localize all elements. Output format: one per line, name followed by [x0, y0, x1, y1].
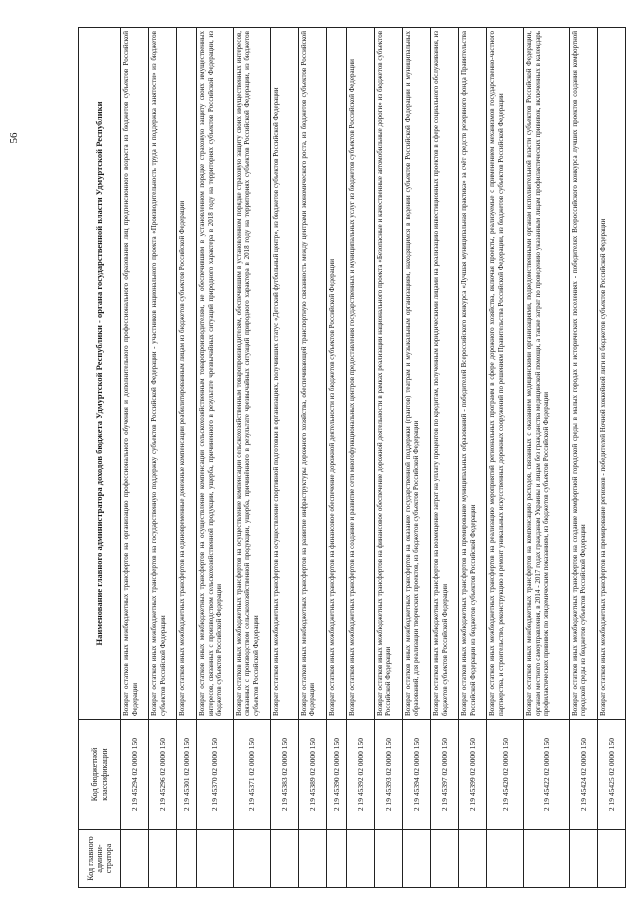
table-row [270, 28, 298, 888]
income-name-cell: Возврат остатков иных межбюджетных трансфертов на организацию профессионального обучения и дополнительного профессионального образования лиц предпенсионного возраста из бюджетов субъектов Российской Федерации [121, 28, 149, 720]
admin-code-cell [374, 830, 402, 888]
admin-code-cell [298, 830, 326, 888]
budget-code-cell: 2 19 45296 02 0000 150 [149, 720, 177, 830]
budget-code-cell: 2 19 45397 02 0000 150 [431, 720, 459, 830]
admin-code-cell [597, 830, 625, 888]
budget-code-cell: 2 19 45425 02 0000 150 [597, 720, 625, 830]
admin-code-cell [431, 830, 459, 888]
table-row [298, 28, 326, 888]
table-header-row [79, 28, 121, 888]
admin-code-cell [569, 830, 597, 888]
table-row [597, 28, 625, 888]
budget-code-cell: 2 19 45420 02 0000 150 [487, 720, 524, 830]
admin-code-cell [177, 830, 197, 888]
budget-code-cell: 2 19 45389 02 0000 150 [298, 720, 326, 830]
budget-code-cell: 2 19 45301 02 0000 150 [177, 720, 197, 830]
admin-code-cell [149, 830, 177, 888]
admin-code-cell [346, 830, 374, 888]
admin-code-cell [326, 830, 346, 888]
table-row [524, 28, 569, 888]
budget-code-cell: 2 19 45392 02 0000 150 [346, 720, 374, 830]
budget-code-cell: 2 19 45399 02 0000 150 [459, 720, 487, 830]
page-number-strip [8, 0, 28, 458]
income-name-cell: Возврат остатков иных межбюджетных трансфертов на осуществление спортивной подготовки в организациях, получивших статус «Детский футбольный центр», из бюджетов субъектов Российской Федерации [270, 28, 298, 720]
income-name-cell: Возврат остатков иных межбюджетных трансфертов на финансовое обеспечение дорожной деятельности из бюджетов субъектов Российской Федерации [326, 28, 346, 720]
income-name-cell: Возврат остатков иных межбюджетных трансфертов на развитие инфраструктуры дорожного хозяйства, обеспечивающей транспортную связанность между центрами экономического роста, из бюджетов субъектов Российской Федерации [298, 28, 326, 720]
admin-code-cell [121, 830, 149, 888]
page-number: 56 [8, 132, 20, 144]
budget-code-cell: 2 19 45424 02 0000 150 [569, 720, 597, 830]
table-row [569, 28, 597, 888]
budget-code-cell: 2 19 45371 02 0000 150 [233, 720, 270, 830]
income-name-cell: Возврат остатков иных межбюджетных трансфертов на возмещение затрат на уплату процентов по кредитам, полученным юридическими лицами на реализацию инвестиционных проектов в сфере социального обслуживания, из бюджетов субъектов Российской Федерации [431, 28, 459, 720]
income-name-cell: Возврат остатков иных межбюджетных трансфертов на реализацию мероприятий региональных программ в сфере дорожного хозяйства, включая проекты, реализуемые с применением механизмов государственно-частного партнерства, и строительство, реконструкцию и ремонт уникальных искусственных дорожных сооружений по решениям Правительства Российской Федерации, из бюджетов субъектов Российской Федерации [487, 28, 524, 720]
budget-code-cell: 2 19 45422 02 0000 150 [524, 720, 569, 830]
table-body [121, 28, 626, 888]
admin-code-cell [196, 830, 233, 888]
header-admin-code: Код главного админи-стратора [79, 830, 121, 888]
table-row [459, 28, 487, 888]
budget-code-cell: 2 19 45394 02 0000 150 [402, 720, 430, 830]
income-name-cell: Возврат остатков иных межбюджетных трансфертов на компенсацию расходов, связанных с оказанием медицинскими организациями, подведомственными органам исполнительной власти субъектов Российской Федерации, органам местного самоуправления, в 2014 - 2017 годах гражданам Украины и лицам без гражданства медицинской помощи, а также затрат по проведению указанным лицам профилактических прививок, включенных в календарь профилактических прививок по эпидемическим показаниям, из бюджетов субъектов Российской Федерации [524, 28, 569, 720]
table-row [374, 28, 402, 888]
income-name-cell: Возврат остатков иных межбюджетных трансфертов на премирование муниципальных образований - победителей Всероссийского конкурса «Лучшая муниципальная практика» за счёт средств резервного фонда Правительства Российской Федерации из бюджетов субъектов Российской Федерации [459, 28, 487, 720]
table-row [121, 28, 149, 888]
admin-code-cell [402, 830, 430, 888]
admin-code-cell [270, 830, 298, 888]
income-administrators-table [78, 27, 626, 888]
table-row [177, 28, 197, 888]
admin-code-cell [487, 830, 524, 888]
table-row [326, 28, 346, 888]
income-name-cell: Возврат остатков иных межбюджетных трансфертов на оказание государственной поддержки (грантов) театрам и музыкальным организациям, находящимся в ведении субъектов Российской Федерации и муниципальных образований, для реализации творческих проектов, из бюджетов субъектов Российской Федерации [402, 28, 430, 720]
income-name-cell: Возврат остатков иных межбюджетных трансфертов на осуществление компенсации сельскохозяйственным товаропроизводителям, не обеспечившим в установленном порядке страховую защиту своих имущественных интересов, связанных с производством сельскохозяйственной продукции, ущерба, причиненного в результате чрезвычайных ситуаций природного характера в 2018 году на территориях субъектов Российской Федерации, из бюджетов субъектов Российской Федерации [196, 28, 233, 720]
income-name-cell: Возврат остатков иных межбюджетных трансфертов на премирование регионов - победителей Ночной хоккейной лиги из бюджетов субъектов Российской Федерации [597, 28, 625, 720]
header-budget-code: Код бюджетной классификации [79, 720, 121, 830]
admin-code-cell [459, 830, 487, 888]
header-name: Наименование главного администратора доходов бюджета Удмуртской Республики - органа государственной власти Удмуртской Республики [79, 28, 121, 720]
income-name-cell: Возврат остатков иных межбюджетных трансфертов на осуществление компенсации сельскохозяйственным товаропроизводителям, обеспечившим в установленном порядке страховую защиту своих имущественных интересов, связанных с производством сельскохозяйственной продукции, ущерба, причинённого в результате чрезвычайных ситуаций природного характера в 2018 году на территориях субъектов Российской Федерации, из бюджетов субъектов Российской Федерации [233, 28, 270, 720]
table-row [487, 28, 524, 888]
admin-code-cell [233, 830, 270, 888]
budget-code-cell: 2 19 45370 02 0000 150 [196, 720, 233, 830]
budget-code-cell: 2 19 45294 02 0000 150 [121, 720, 149, 830]
income-name-cell: Возврат остатков иных межбюджетных трансфертов на единовременные денежные компенсации реабилитированным лицам из бюджетов субъектов Российской Федерации [177, 28, 197, 720]
admin-code-cell [524, 830, 569, 888]
income-name-cell: Возврат остатков иных межбюджетных трансфертов на создание комфортной городской среды в малых городах и исторических поселениях - победителях Всероссийского конкурса лучших проектов создания комфортной городской среды из бюджетов субъектов Российской Федерации [569, 28, 597, 720]
table-row [196, 28, 233, 888]
table-row [346, 28, 374, 888]
budget-code-cell: 2 19 45390 02 0000 150 [326, 720, 346, 830]
income-administrators-table-wrapper [78, 28, 616, 888]
table-row [431, 28, 459, 888]
budget-code-cell: 2 19 45393 02 0000 150 [374, 720, 402, 830]
income-name-cell: Возврат остатков иных межбюджетных трансфертов на государственную поддержку субъектов Российской Федерации - участников национального проекта «Производительность труда и поддержка занятости» из бюджетов субъектов Российской Федерации [149, 28, 177, 720]
income-name-cell: Возврат остатков иных межбюджетных трансфертов на финансовое обеспечение дорожной деятельности в рамках реализации национального проекта «Безопасные и качественные автомобильные дороги» из бюджетов субъектов Российской Федерации [374, 28, 402, 720]
table-row [149, 28, 177, 888]
table-row [233, 28, 270, 888]
budget-code-cell: 2 19 45383 02 0000 150 [270, 720, 298, 830]
table-row [402, 28, 430, 888]
income-name-cell: Возврат остатков иных межбюджетных трансфертов на создание и развитие сети многофункциональных центров предоставления государственных и муниципальных услуг из бюджетов субъектов Российской Федерации [346, 28, 374, 720]
